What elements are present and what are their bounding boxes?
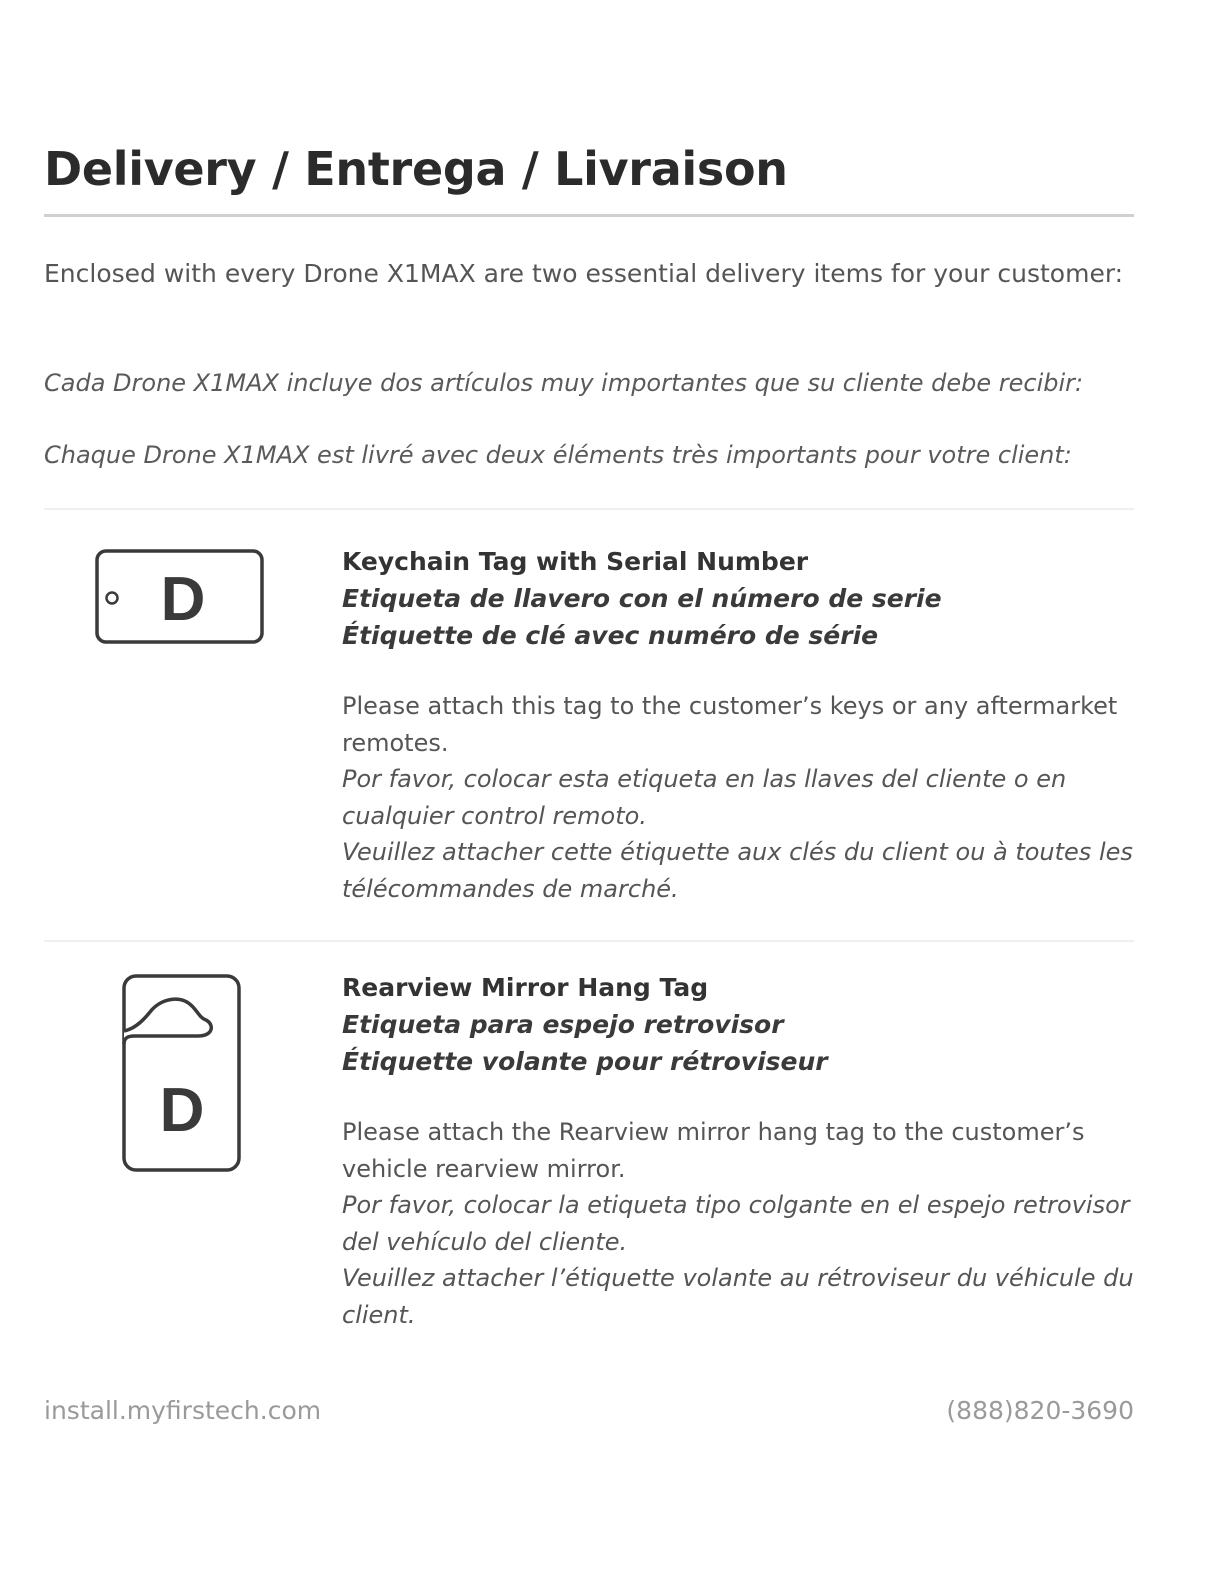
- mirror-hang-tag-section: [342, 969, 1142, 1333]
- keychain-tag-body-en: Please attach this tag to the customer’s keys or any aftermarket remotes.: [342, 692, 1118, 757]
- intro-spanish: Cada Drone X1MAX incluye dos artículos muy importantes que su cliente debe recibir:: [44, 369, 1084, 397]
- mirror-hang-tag-instructions: [342, 1114, 1142, 1333]
- keychain-tag-section: [342, 543, 1142, 907]
- mirror-hang-tag-body-fr: Veuillez attacher l’étiquette volante au rétroviseur du véhicule du client.: [342, 1264, 1134, 1329]
- keychain-tag-letter: D: [160, 565, 206, 634]
- footer-website: install.myfirstech.com: [44, 1396, 322, 1425]
- keychain-tag-body-es: Por favor, colocar esta etiqueta en las llaves del cliente o en cualquier control remoto.: [342, 765, 1067, 830]
- footer-phone: (888)820-3690: [946, 1396, 1134, 1425]
- mirror-hang-tag-body-es: Por favor, colocar la etiqueta tipo colgante en el espejo retrovisor del vehículo del cliente.: [342, 1191, 1130, 1256]
- keychain-tag-icon: [95, 549, 265, 649]
- section-divider: [44, 508, 1134, 510]
- mirror-hang-tag-letter: D: [159, 1076, 205, 1145]
- keychain-tag-title-fr: Étiquette de clé avec numéro de série: [342, 621, 879, 650]
- mirror-hang-tag-title-es: Etiqueta para espejo retrovisor: [342, 1010, 784, 1039]
- keychain-tag-title-en: Keychain Tag with Serial Number: [342, 547, 809, 576]
- keychain-tag-body-fr: Veuillez attacher cette étiquette aux clés du client ou à toutes les télécommandes de marché.: [342, 838, 1133, 903]
- mirror-hang-tag-icon: [122, 974, 244, 1180]
- intro-english: Enclosed with every Drone X1MAX are two essential delivery items for your customer:: [44, 259, 1124, 288]
- title-divider: [44, 214, 1134, 217]
- section-divider: [44, 940, 1134, 942]
- mirror-hang-tag-title-fr: Étiquette volante pour rétroviseur: [342, 1047, 828, 1076]
- mirror-hang-tag-body-en: Please attach the Rearview mirror hang tag to the customer’s vehicle rearview mirror.: [342, 1118, 1085, 1183]
- keychain-tag-instructions: [342, 688, 1142, 907]
- intro-french: Chaque Drone X1MAX est livré avec deux éléments très importants pour votre client:: [44, 441, 1072, 469]
- keychain-tag-title-es: Etiqueta de llavero con el número de serie: [342, 584, 942, 613]
- mirror-hang-tag-title-en: Rearview Mirror Hang Tag: [342, 973, 709, 1002]
- page-title: Delivery / Entrega / Livraison: [44, 142, 788, 196]
